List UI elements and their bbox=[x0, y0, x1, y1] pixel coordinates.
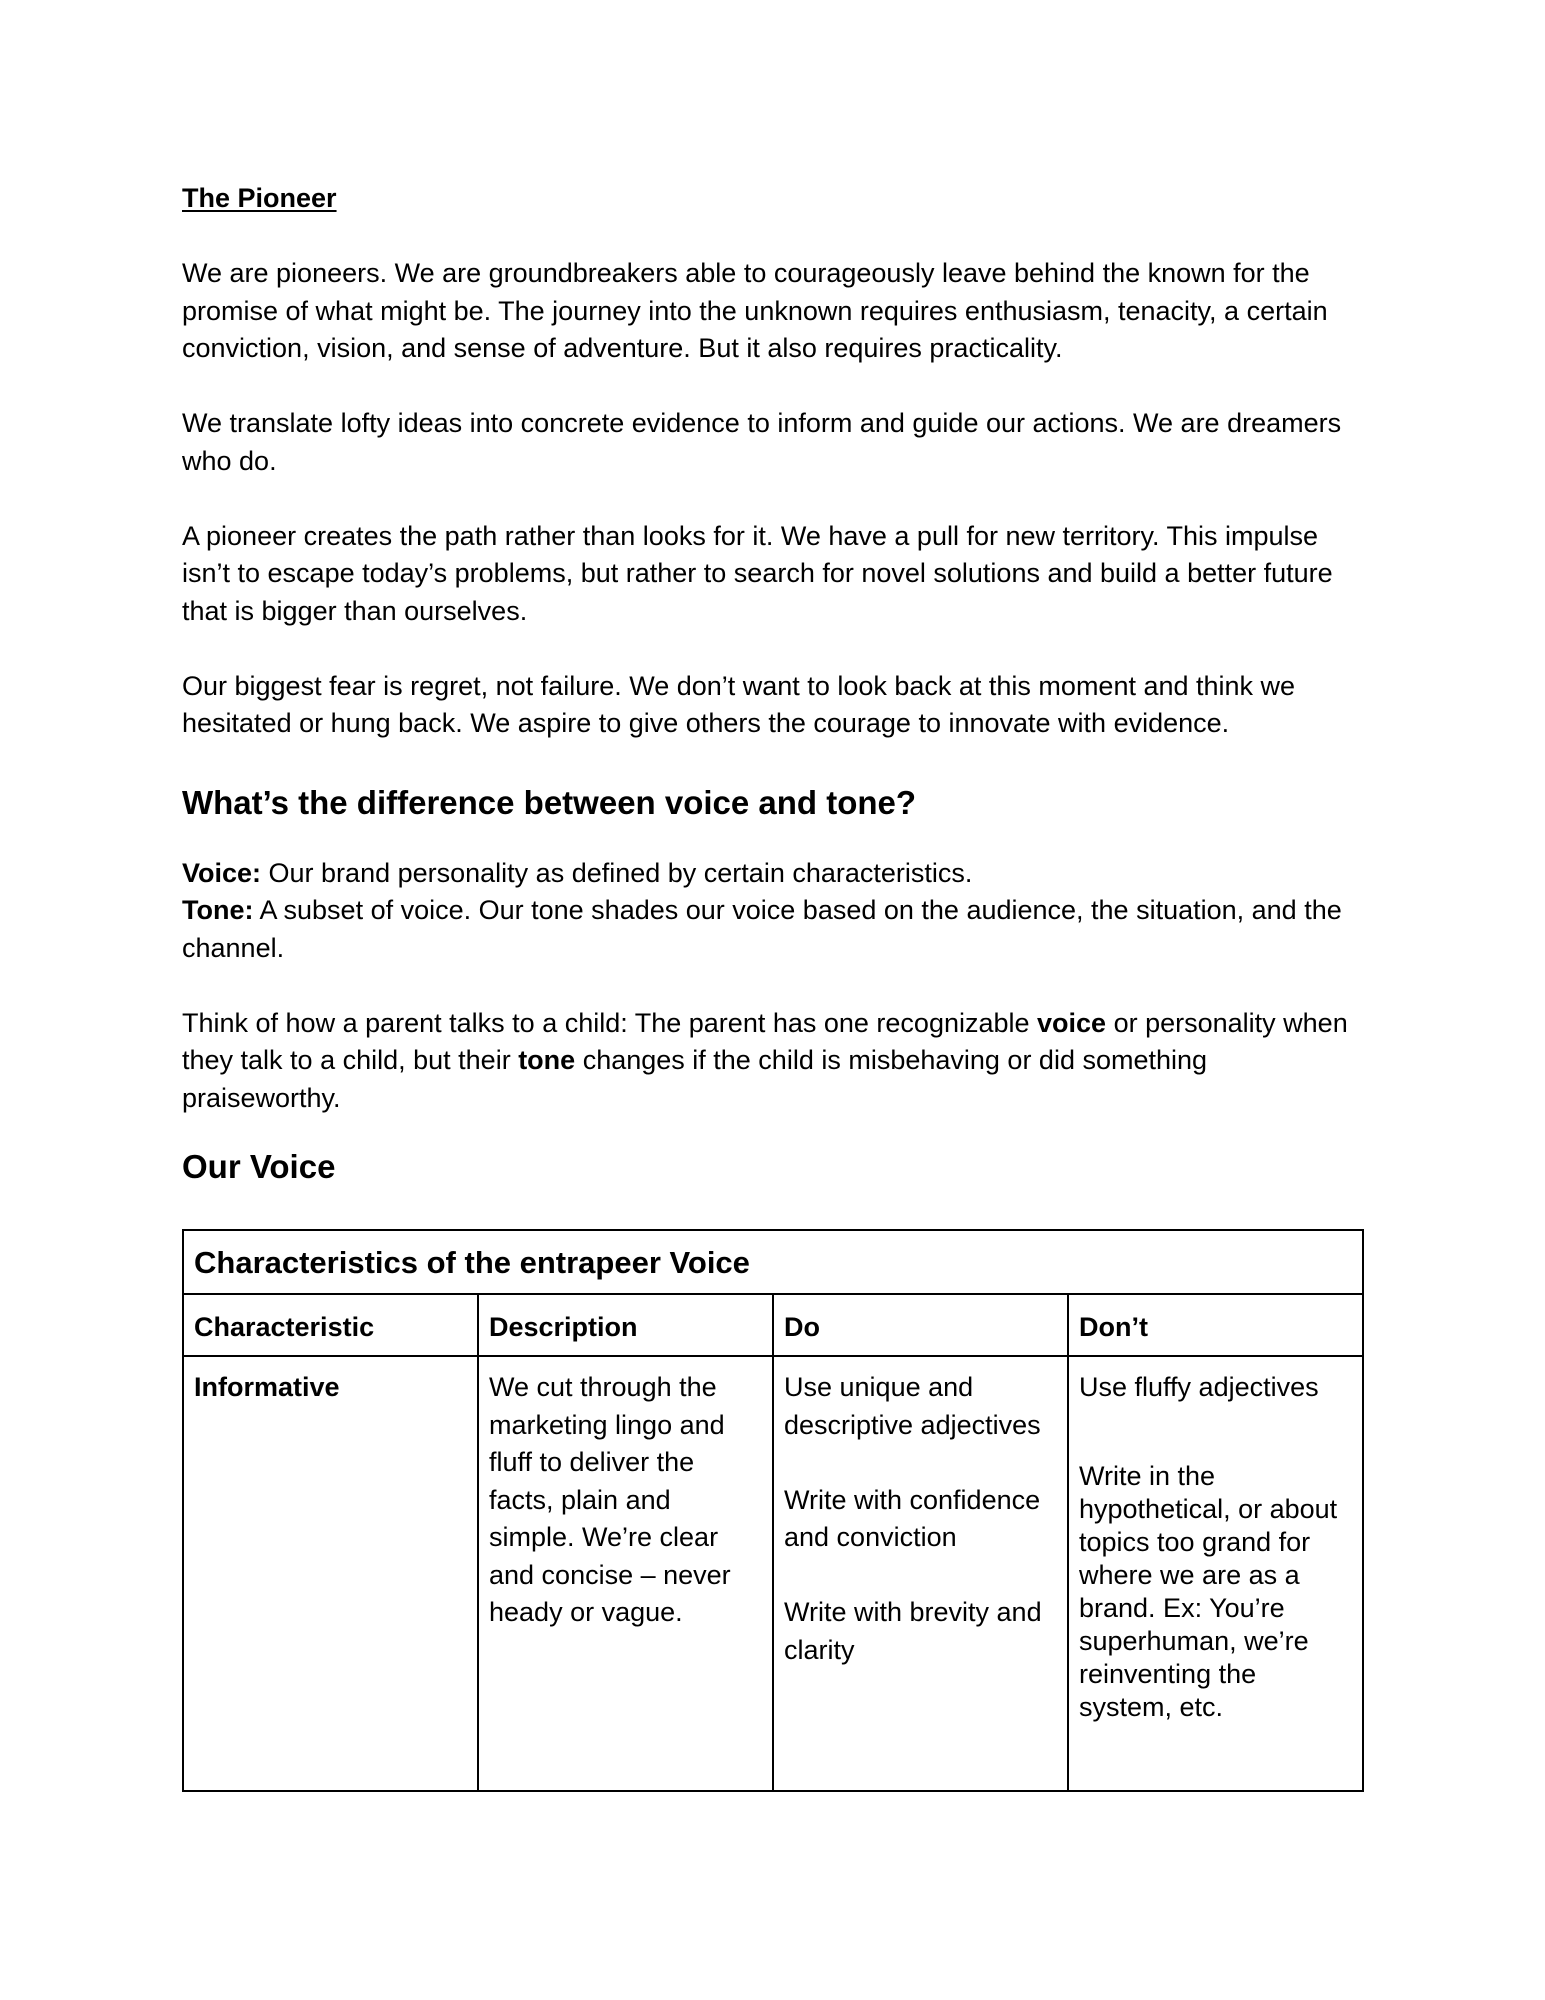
header-dont: Don’t bbox=[1068, 1294, 1363, 1356]
cell-characteristic bbox=[183, 1356, 478, 1791]
header-description: Description bbox=[478, 1294, 773, 1356]
table-row bbox=[183, 1356, 1363, 1791]
paragraph-fear: Our biggest fear is regret, not failure. We don’t want to look back at this moment and think we hesitated or hung back. We aspire to give others the courage to innovate with evidence. bbox=[182, 670, 1296, 738]
dont-item: Write in the hypothetical, or about topics too grand for where we are as a brand. Ex: You’re superhuman, we’re reinventing the system, etc. bbox=[1079, 1460, 1338, 1722]
voice-text: Our brand personality as defined by certain characteristics. bbox=[261, 857, 973, 888]
document-page bbox=[182, 180, 1362, 1792]
cell-description: We cut through the marketing lingo and fluff to deliver the facts, plain and simple. We’re clear and concise – never heady or vague. bbox=[478, 1356, 773, 1791]
header-characteristic: Characteristic bbox=[183, 1294, 478, 1356]
paragraph-path: A pioneer creates the path rather than looks for it. We have a pull for new territory. This impulse isn’t to escape today’s problems, but rather to search for novel solutions and build a better future that is bigger than ourselves. bbox=[182, 520, 1333, 626]
voice-definition bbox=[182, 855, 1362, 893]
characteristic-name: Informative bbox=[194, 1372, 340, 1402]
tone-label: Tone: bbox=[182, 895, 254, 925]
cell-dont bbox=[1068, 1356, 1363, 1791]
heading-voice-vs-tone: What’s the difference between voice and tone? bbox=[182, 783, 917, 821]
tone-definition bbox=[182, 892, 1362, 967]
do-item: Write with confidence and conviction bbox=[784, 1484, 1041, 1552]
dont-item: Use fluffy adjectives bbox=[1079, 1372, 1319, 1402]
cell-do bbox=[773, 1356, 1068, 1791]
parent-example bbox=[182, 1005, 1362, 1118]
example-text-2: or personality when they talk to a child, but their bbox=[182, 1007, 1348, 1075]
voice-characteristics-table bbox=[182, 1229, 1364, 1792]
header-do: Do bbox=[773, 1294, 1068, 1356]
example-text-3: changes if the child is misbehaving or did something praiseworthy. bbox=[182, 1045, 1208, 1113]
table-caption: Characteristics of the entrapeer Voice bbox=[183, 1230, 1363, 1294]
table-header-row bbox=[183, 1294, 1363, 1356]
voice-label: Voice: bbox=[182, 857, 262, 888]
paragraph-translate: We translate lofty ideas into concrete evidence to inform and guide our actions. We are dreamers who do. bbox=[182, 408, 1342, 476]
do-item: Use unique and descriptive adjectives bbox=[784, 1372, 1041, 1440]
table-caption-row bbox=[183, 1230, 1363, 1294]
heading-our-voice: Our Voice bbox=[182, 1148, 336, 1185]
do-item: Write with brevity and clarity bbox=[784, 1597, 1042, 1665]
dont-block bbox=[1079, 1407, 1352, 1724]
example-bold-tone: tone bbox=[518, 1045, 576, 1075]
section-title: The Pioneer bbox=[182, 183, 337, 213]
tone-text: A subset of voice. Our tone shades our voice based on the audience, the situation, and the channel. bbox=[182, 895, 1342, 963]
example-bold-voice: voice bbox=[1037, 1007, 1107, 1038]
example-text-1: Think of how a parent talks to a child: The parent has one recognizable bbox=[182, 1007, 1038, 1038]
paragraph-intro: We are pioneers. We are groundbreakers able to courageously leave behind the known for the promise of what might be. The journey into the unknown requires enthusiasm, tenacity, a certain conviction, vision, and sense of adventure. But it also requires practicality. bbox=[182, 258, 1328, 363]
